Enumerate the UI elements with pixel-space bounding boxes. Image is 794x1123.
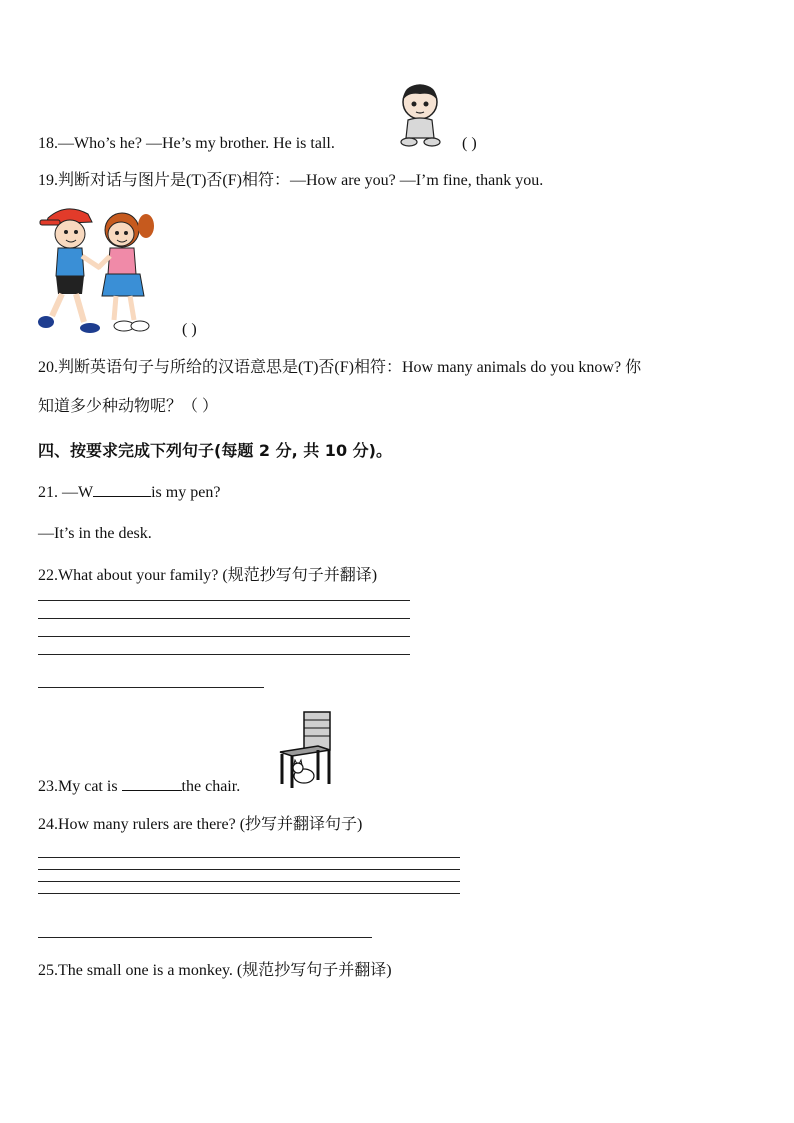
q22-copy-line-2[interactable] <box>38 618 410 619</box>
q19-text: 19.判断对话与图片是(T)否(F)相符：—How are you? —I’m fine, thank you. <box>38 172 544 189</box>
q23-prefix: 23.My cat is <box>38 778 122 795</box>
q19-answer-paren[interactable]: ( ) <box>182 321 197 338</box>
q24-translation-line[interactable] <box>38 937 372 938</box>
q23-question <box>38 776 240 797</box>
q24-copy-line-1[interactable] <box>38 857 460 858</box>
q22-copy-line-4[interactable] <box>38 654 410 655</box>
q24-copy-line-4[interactable] <box>38 893 460 894</box>
q23-suffix: the chair. <box>181 778 241 795</box>
q20-text-line1: 20.判断英语句子与所给的汉语意思是(T)否(F)相符：How many animals do you know? 你 <box>38 359 642 376</box>
q18-text: 18.—Who’s he? —He’s my brother. He is tall. <box>38 135 335 152</box>
q24-copy-line-3[interactable] <box>38 881 460 882</box>
q24-copy-line-2[interactable] <box>38 869 460 870</box>
q21-prefix: 21. —W <box>38 484 94 501</box>
section-heading: 四、按要求完成下列句子(每题 2 分, 共 10 分)。 <box>38 441 392 460</box>
q22-copy-line-3[interactable] <box>38 636 410 637</box>
boy-sitting-illustration <box>392 82 448 150</box>
q20-text-line2[interactable]: 知道多少种动物呢？（ ） <box>38 398 219 415</box>
chair-with-cat-illustration <box>278 710 334 790</box>
q24-text: 24.How many rulers are there? (抄写并翻译句子) <box>38 816 363 833</box>
q21-suffix: is my pen? <box>151 484 221 501</box>
q21-answer-text: —It’s in the desk. <box>38 525 152 542</box>
q23-blank[interactable] <box>122 776 182 791</box>
q21-blank[interactable] <box>93 482 151 497</box>
q21-question <box>38 482 220 503</box>
q22-text: 22.What about your family? (规范抄写句子并翻译) <box>38 567 378 584</box>
q22-copy-line-1[interactable] <box>38 600 410 601</box>
kids-holding-hands-illustration <box>36 204 172 334</box>
q25-text: 25.The small one is a monkey. (规范抄写句子并翻译) <box>38 962 392 979</box>
q18-answer-paren[interactable]: ( ) <box>462 135 477 152</box>
q22-translation-line[interactable] <box>38 687 264 688</box>
